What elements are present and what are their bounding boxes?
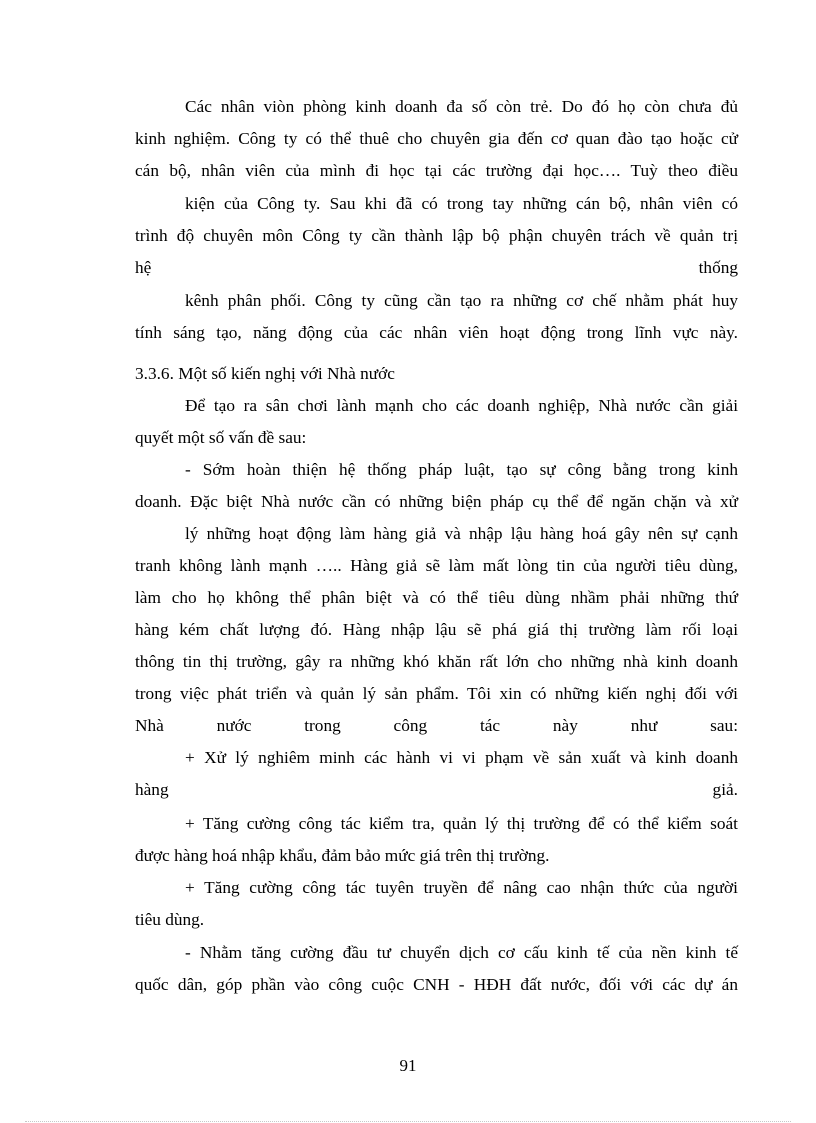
page-bottom-border [25,1121,791,1122]
paragraph-line: quyết một số vấn đề sau: [135,428,307,447]
paragraph-line: lý những hoạt động làm hàng giả và nhập lậu hàng hoá gây nên sự cạnh [185,524,738,543]
paragraph-line: kinh nghiệm. Công ty có thể thuê cho chuyên gia đến cơ quan đào tạo hoặc cử [135,129,738,148]
paragraph-line: Để tạo ra sân chơi lành mạnh cho các doanh nghiệp, Nhà nước cần giải [185,396,738,415]
paragraph-line: kênh phân phối. Công ty cũng cần tạo ra những cơ chế nhằm phát huy [185,291,738,310]
paragraph-line: hệ thống [135,258,738,277]
paragraph-line: hàng giả. [135,780,738,799]
paragraph-line: doanh. Đặc biệt Nhà nước cần có những biện pháp cụ thể để ngăn chặn và xử [135,492,738,511]
paragraph-line: làm cho họ không thể phân biệt và có thể tiêu dùng nhầm phải những thứ [135,588,738,607]
paragraph-line: Các nhân viòn phòng kinh doanh đa số còn trẻ. Do đó họ còn chưa đủ [185,97,738,116]
paragraph-line: quốc dân, góp phần vào công cuộc CNH - HĐH đất nước, đối với các dự án [135,975,738,994]
paragraph-line: được hàng hoá nhập khẩu, đảm bảo mức giá trên thị trường. [135,846,550,865]
paragraph-line: + Xử lý nghiêm minh các hành vi vi phạm về sản xuất và kinh doanh [185,748,738,767]
paragraph-line: + Tăng cường công tác kiểm tra, quản lý thị trường để có thể kiểm soát [185,814,738,833]
paragraph-line: trình độ chuyên môn Công ty cần thành lập bộ phận chuyên trách về quản trị [135,226,738,245]
paragraph-line: + Tăng cường công tác tuyên truyền để nâng cao nhận thức của người [185,878,738,897]
page-number: 91 [399,1056,417,1075]
paragraph-line: kiện của Công ty. Sau khi đã có trong tay những cán bộ, nhân viên có [185,194,738,213]
paragraph-line: tranh không lành mạnh ….. Hàng giả sẽ làm mất lòng tin của người tiêu dùng, [135,556,738,575]
section-heading: 3.3.6. Một số kiến nghị với Nhà nước [135,364,395,383]
paragraph-line: trong việc phát triển và quản lý sản phẩm. Tôi xin có những kiến nghị đối với [135,684,738,703]
paragraph-line: - Sớm hoàn thiện hệ thống pháp luật, tạo sự công bằng trong kinh [185,460,738,479]
paragraph-line: tính sáng tạo, năng động của các nhân viên hoạt động trong lĩnh vực này. [135,323,738,342]
paragraph-line: cán bộ, nhân viên của mình đi học tại các trường đại học…. Tuỳ theo điều [135,161,738,180]
paragraph-line: hàng kém chất lượng đó. Hàng nhập lậu sẽ phá giá thị trường làm rối loại [135,620,738,639]
paragraph-line: Nhà nước trong công tác này như sau: [135,716,738,735]
paragraph-line: thông tin thị trường, gây ra những khó khăn rất lớn cho những nhà kinh doanh [135,652,738,671]
paragraph-line: - Nhằm tăng cường đầu tư chuyển dịch cơ cấu kinh tế của nền kinh tế [185,943,738,962]
paragraph-line: tiêu dùng. [135,910,205,929]
